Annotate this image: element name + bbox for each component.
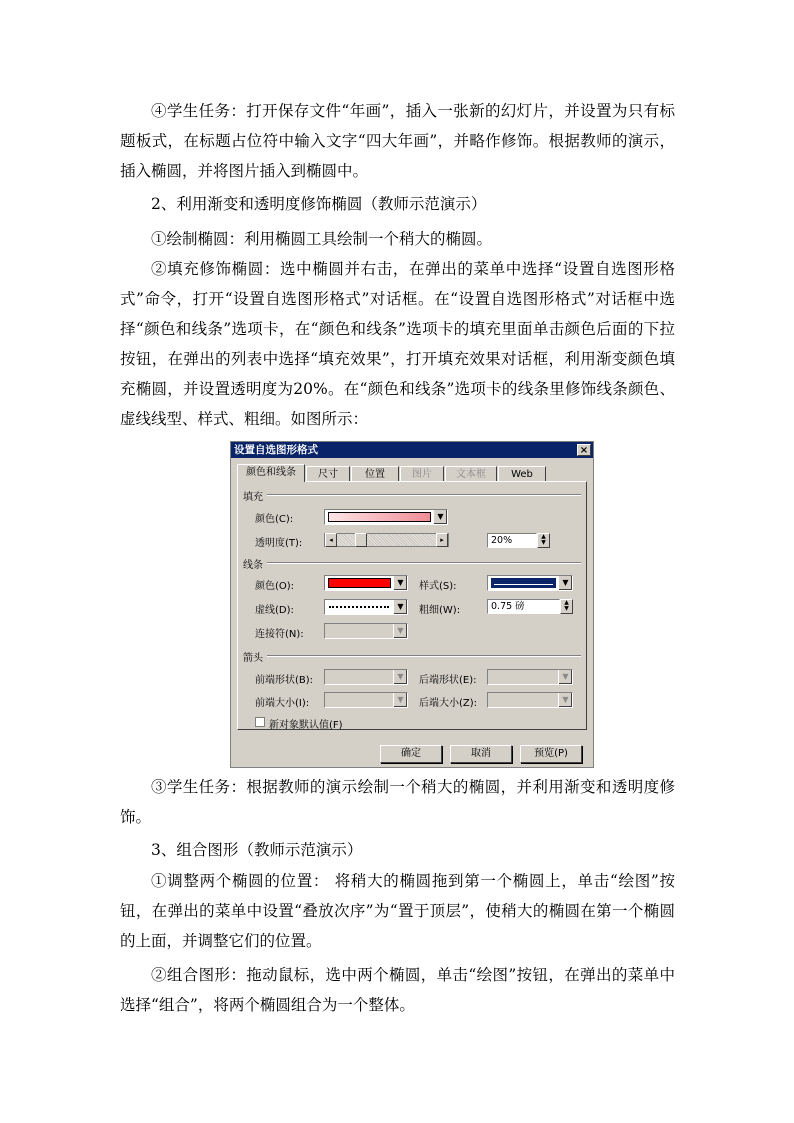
chevron-down-icon: ▼	[558, 576, 572, 590]
chevron-down-icon: ▼	[393, 670, 407, 684]
arrow-group-label: 箭头	[243, 653, 263, 664]
tab-picture[interactable]: 图片	[400, 466, 444, 481]
chevron-down-icon: ▼	[393, 693, 407, 707]
begin-size-label: 前端大小(I):	[255, 698, 310, 709]
cancel-button[interactable]: 取消	[450, 745, 512, 763]
chevron-down-icon: ▼	[393, 600, 407, 614]
default-for-new-objects-label: 新对象默认值(F)	[269, 720, 343, 731]
connector-dropdown[interactable]	[324, 623, 408, 639]
slider-thumb[interactable]	[355, 533, 367, 547]
end-style-label: 后端形状(E):	[419, 675, 477, 686]
line-style-dropdown[interactable]	[487, 575, 573, 591]
slider-right-icon[interactable]: ▸	[436, 533, 448, 547]
default-for-new-objects-checkbox[interactable]	[255, 717, 265, 727]
transparency-spinner[interactable]: ▲ ▼	[537, 533, 550, 548]
transparency-label: 透明度(T):	[255, 538, 303, 549]
dash-sample	[329, 606, 389, 608]
dash-dropdown[interactable]	[324, 599, 408, 615]
paragraph-fill-ellipse: ②填充修饰椭圆：选中椭圆并右击，在弹出的菜单中选择“设置自选图形格式”命令，打开“设置自选图形格式”对话框。在“设置自选图形格式”对话框中选择“颜色和线条”选项卡，在“颜色和线条”选项卡的填充里面单击颜色后面的下拉按钮，在弹出的列表中选择“填充效果”，打开填充效果对话框，利用渐变颜色填充椭圆，并设置透明度为20%。在“颜色和线条”选项卡的线条里修饰线条颜色、虚线线型、样式、粗细。如图所示：	[120, 260, 675, 428]
fill-group-label: 填充	[243, 492, 263, 503]
begin-style-label: 前端形状(B):	[255, 675, 314, 686]
fill-color-swatch	[328, 512, 431, 522]
fill-separator	[267, 494, 581, 496]
transparency-slider[interactable]	[324, 533, 449, 547]
tab-colors-lines[interactable]: 颜色和线条	[237, 464, 305, 482]
arrow-separator	[267, 655, 581, 657]
paragraph-group-shapes: ②组合图形：拖动鼠标，选中两个椭圆，单击“绘图”按钮，在弹出的菜单中选择“组合”，将两个椭圆组合为一个整体。	[120, 966, 675, 1014]
chevron-down-icon: ▼	[433, 510, 447, 524]
line-separator	[267, 562, 581, 564]
slider-left-icon[interactable]: ◂	[325, 533, 337, 547]
style-label: 样式(S):	[419, 581, 457, 592]
format-autoshape-dialog	[230, 441, 594, 768]
paragraph-student-task-1: ④学生任务：打开保存文件“年画”，插入一张新的幻灯片，并设置为只有标题板式，在标题占位符中输入文字“四大年画”，并略作修饰。根据教师的演示，插入椭圆，并将图片插入到椭圆中。	[120, 102, 675, 180]
heading-gradient-transparency: 2、利用渐变和透明度修饰椭圆（教师示范演示）	[151, 195, 487, 213]
preview-button[interactable]: 预览(P)	[520, 745, 582, 763]
line-group-label: 线条	[243, 560, 263, 571]
heading-group-shapes: 3、组合图形（教师示范演示）	[151, 841, 363, 859]
connector-label: 连接符(N):	[255, 629, 304, 640]
tab-web[interactable]: Web	[498, 466, 546, 481]
line-color-label: 颜色(O):	[255, 581, 295, 592]
tab-position[interactable]: 位置	[351, 466, 399, 481]
ok-button[interactable]: 确定	[380, 745, 442, 763]
line-style-sample	[494, 584, 553, 585]
line-color-dropdown[interactable]	[324, 575, 408, 591]
fill-color-dropdown[interactable]	[324, 509, 448, 525]
weight-label: 粗细(W):	[419, 605, 461, 616]
chevron-down-icon: ▼	[558, 670, 572, 684]
end-style-dropdown[interactable]	[487, 669, 573, 685]
weight-spinner[interactable]: ▲ ▼	[560, 599, 573, 614]
chevron-down-icon: ▼	[393, 624, 407, 638]
line-style-swatch	[491, 578, 556, 588]
paragraph-student-task-3: ③学生任务：根据教师的演示绘制一个稍大的椭圆，并利用渐变和透明度修饰。	[120, 778, 675, 826]
tab-textbox[interactable]: 文本框	[445, 466, 497, 481]
paragraph-adjust-position: ①调整两个椭圆的位置： 将稍大的椭圆拖到第一个椭圆上，单击“绘图”按钮，在弹出的菜单中设置“叠放次序”为“置于顶层”，使稍大的椭圆在第一个椭圆的上面，并调整它们的位置。	[120, 872, 675, 950]
begin-size-dropdown[interactable]	[324, 692, 408, 708]
paragraph-draw-ellipse: ①绘制椭圆：利用椭圆工具绘制一个稍大的椭圆。	[151, 230, 493, 248]
line-color-swatch	[328, 578, 391, 588]
tab-size[interactable]: 尺寸	[306, 466, 350, 481]
chevron-down-icon: ▼	[393, 576, 407, 590]
begin-style-dropdown[interactable]	[324, 669, 408, 685]
dash-label: 虚线(D):	[255, 605, 294, 616]
dialog-title: 设置自选图形格式	[231, 442, 593, 458]
weight-input[interactable]: 0.75 磅	[487, 599, 560, 614]
fill-color-label: 颜色(C):	[255, 514, 294, 525]
close-icon[interactable]: ×	[577, 444, 591, 456]
end-size-label: 后端大小(Z):	[419, 698, 478, 709]
transparency-input[interactable]: 20%	[487, 533, 537, 548]
chevron-down-icon: ▼	[558, 693, 572, 707]
end-size-dropdown[interactable]	[487, 692, 573, 708]
